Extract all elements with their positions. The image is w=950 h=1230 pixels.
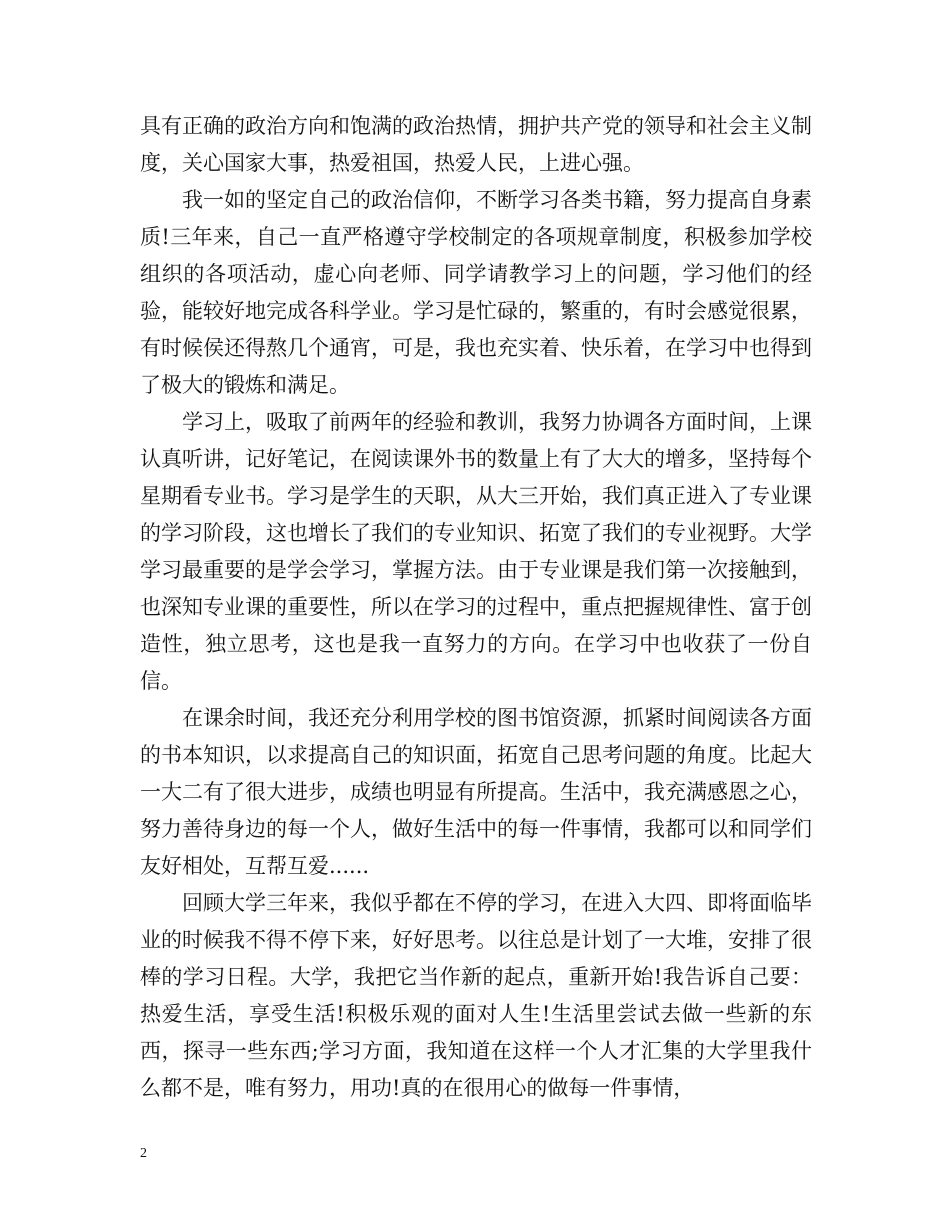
paragraph-continuation: 具有正确的政治方向和饱满的政治热情，拥护共产党的领导和社会主义制度，关心国家大事，热爱祖国，热爱人民，上进心强。 xyxy=(140,114,812,175)
paragraph-political-belief: 我一如的坚定自己的政治信仰，不断学习各类书籍，努力提高自身素质!三年来，自己一直严格遵守学校制定的各项规章制度，积极参加学校组织的各项活动，虚心向老师、同学请教学习上的问题，学习他们的经验，能较好地完成各科学业。学习是忙碌的，繁重的，有时会感觉很累，有时候侯还得熬几个通宵，可是，我也充实着、快乐着，在学习中也得到了极大的锻炼和满足。 xyxy=(140,188,812,397)
paragraph-study: 学习上，吸取了前两年的经验和教训，我努力协调各方面时间，上课认真听讲，记好笔记，在阅读课外书的数量上有了大大的增多，坚持每个星期看专业书。学习是学生的天职，从大三开始，我们真正进入了专业课的学习阶段，这也增长了我们的专业知识、拓宽了我们的专业视野。大学学习最重要的是学会学习，掌握方法。由于专业课是我们第一次接触到，也深知专业课的重要性，所以在学习的过程中，重点把握规律性、富于创造性，独立思考，这也是我一直努力的方向。在学习中也收获了一份自信。 xyxy=(140,410,812,693)
paragraph-review: 回顾大学三年来，我似乎都在不停的学习，在进入大四、即将面临毕业的时候我不得不停下来，好好思考。以往总是计划了一大堆，安排了很棒的学习日程。大学，我把它当作新的起点，重新开始!我告诉自己要：热爱生活，享受生活!积极乐观的面对人生!生活里尝试去做一些新的东西，探寻一些东西;学习方面，我知道在这样一个人才汇集的大学里我什么都不是，唯有努力，用功!真的在很用心的做每一件事情， xyxy=(140,891,812,1100)
paragraph-spare-time: 在课余时间，我还充分利用学校的图书馆资源，抓紧时间阅读各方面的书本知识，以求提高自己的知识面，拓宽自己思考问题的角度。比起大一大二有了很大进步，成绩也明显有所提高。生活中，我充满感恩之心，努力善待身边的每一个人，做好生活中的每一件事情，我都可以和同学们友好相处，互帮互爱...... xyxy=(140,706,812,878)
document-body xyxy=(140,108,812,1107)
page-number: 2 xyxy=(140,1146,147,1161)
